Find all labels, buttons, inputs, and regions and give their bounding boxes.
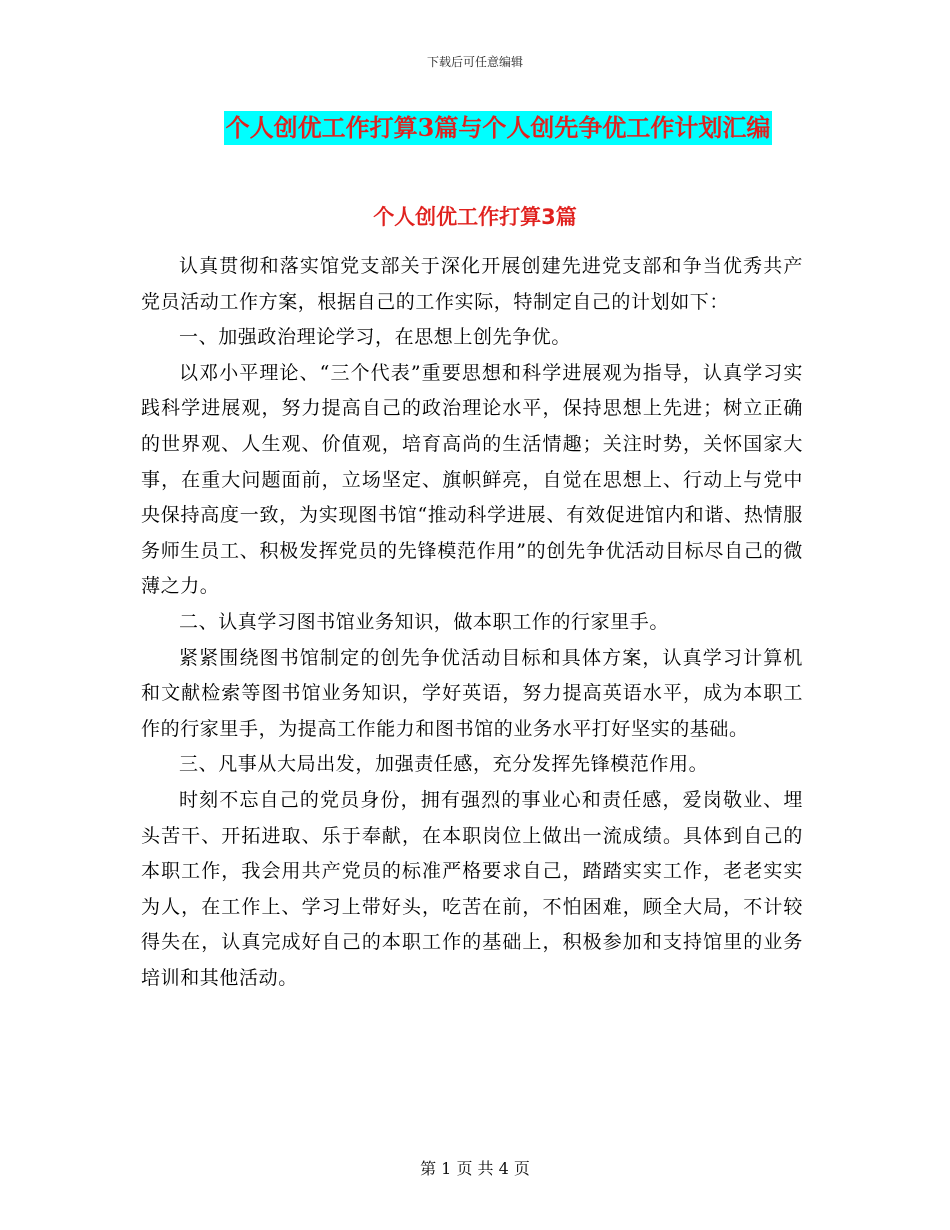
paragraph-point-3: 时刻不忘自己的党员身份，拥有强烈的事业心和责任感，爱岗敬业、埋头苦干、开拓进取、乐于奉献，在本职岗位上做出一流成绩。具体到自己的本职工作，我会用共产党员的标准严格要求自己，踏踏实实工作，老老实实为人，在工作上、学习上带好头，吃苦在前，不怕困难，顾全大局，不计较得失在，认真完成好自己的本职工作的基础上，积极参加和支持馆里的业务培训和其他活动。 [141, 788, 803, 989]
paragraph-point-1: 以邓小平理论、“三个代表”重要思想和科学进展观为指导，认真学习实践科学进展观，努力提高自己的政治理论水平，保持思想上先进；树立正确的世界观、人生观、价值观，培育高尚的生活情趣；关注时势，关怀国家大事，在重大问题面前，立场坚定、旗帜鲜亮，自觉在思想上、行动上与党中央保持高度一致，为实现图书馆“推动科学进展、有效促进馆内和谐、热情服务师生员工、积极发挥党员的先锋模范作用”的创先争优活动目标尽自己的微薄之力。 [141, 361, 803, 598]
section-title: 个人创优工作打算3篇 [373, 205, 577, 229]
page-number: 第 1 页 共 4 页 [420, 1159, 530, 1178]
document-body [141, 249, 803, 996]
paragraph-intro: 认真贯彻和落实馆党支部关于深化开展创建先进党支部和争当优秀共产党员活动工作方案，根据自己的工作实际，特制定自己的计划如下： [141, 255, 803, 313]
heading-point-3: 三、凡事从大局出发，加强责任感，充分发挥先锋模范作用。 [179, 753, 709, 776]
document-title-container [0, 111, 950, 145]
heading-point-2: 二、认真学习图书馆业务知识，做本职工作的行家里手。 [179, 610, 670, 633]
paragraph-point-2: 紧紧围绕图书馆制定的创先争优活动目标和具体方案，认真学习计算机和文献检索等图书馆业务知识，学好英语，努力提高英语水平，成为本职工作的行家里手，为提高工作能力和图书馆的业务水平打好坚实的基础。 [141, 646, 803, 740]
header-note: 下载后可任意编辑 [426, 55, 523, 69]
heading-point-1: 一、加强政治理论学习，在思想上创先争优。 [179, 326, 572, 349]
document-title: 个人创优工作打算3篇与个人创先争优工作计划汇编 [224, 111, 773, 145]
